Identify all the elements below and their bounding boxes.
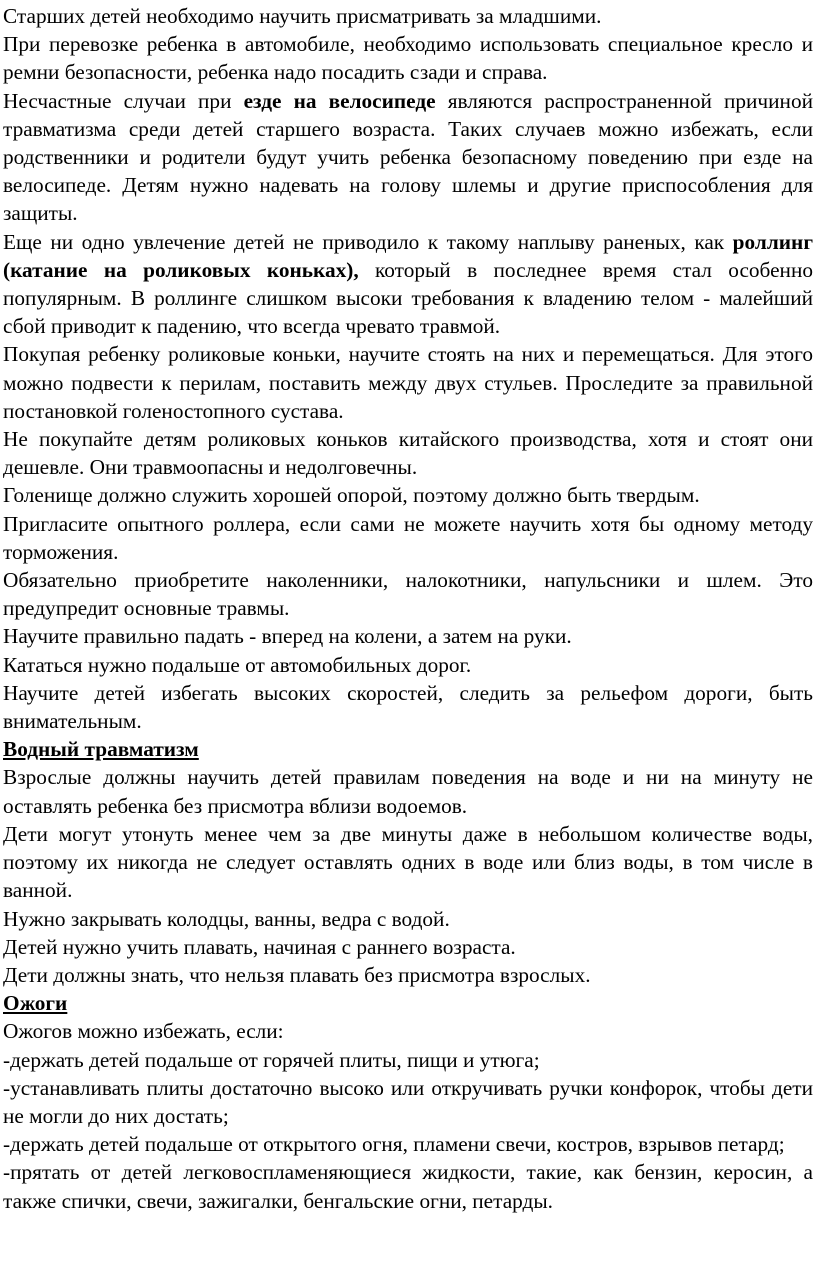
list-item: -прятать от детей легковоспламеняющиеся жидкости, такие, как бензин, керосин, а также спички, свечи, зажигалки, бенгальские огни, петарды.	[3, 1160, 813, 1213]
paragraph-learn-swim: Детей нужно учить плавать, начиная с раннего возраста.	[3, 934, 516, 959]
paragraph-supervision: Дети должны знать, что нельзя плавать без присмотра взрослых.	[3, 962, 591, 987]
paragraph-avoid-speed: Научите детей избегать высоких скоростей, следить за рельефом дороги, быть внимательным.	[3, 680, 813, 734]
paragraph-older-children: Старших детей необходимо научить присматривать за младшими.	[3, 4, 602, 28]
paragraph-away-from-roads: Кататься нужно подальше от автомобильных дорог.	[3, 652, 472, 677]
bicycle-text-end: являются распространенной причиной травматизма среди детей старшего возраста. Таких случаев можно избежать, если родственники и родители будут учить ребенка безопасному поведению при езде на велосипеде. Детям нужно надевать на голову шлемы и другие приспособления для защиты.	[3, 88, 813, 226]
paragraph-rolling	[3, 228, 813, 341]
paragraph-car-seat: При перевозке ребенка в автомобиле, необходимо использовать специальное кресло и ремни безопасности, ребенка надо посадить сзади и справа.	[3, 32, 813, 85]
list-item: -устанавливать плиты достаточно высоко или откручивать ручки конфорок, чтобы дети не могли до них достать;	[3, 1075, 813, 1128]
rolling-bold-term: роллинг (катание на роликовых коньках),	[3, 229, 813, 282]
paragraph-bicycle	[3, 87, 813, 228]
heading-burns: Ожоги	[3, 991, 68, 1016]
bicycle-text-start: Несчастные случаи при	[3, 88, 244, 113]
rolling-text-end: который в последнее время стал особенно популярным. В роллинге слишком высоки требования к владению телом - малейший сбой приводит к падению, что всегда чревато травмой.	[3, 257, 813, 339]
paragraph-burns-intro: Ожогов можно избежать, если:	[3, 1019, 284, 1044]
paragraph-water-rules: Взрослые должны научить детей правилам поведения на воде и ни на минуту не оставлять ребенка без присмотра вблизи водоемов.	[3, 765, 813, 818]
heading-water-injuries: Водный травматизм	[3, 737, 199, 762]
rolling-text-start: Еще ни одно увлечение детей не приводило к такому наплыву раненых, как	[3, 229, 733, 254]
paragraph-chinese-skates: Не покупайте детям роликовых коньков китайского производства, хотя и стоят они дешевле. Они травмоопасны и недолговечны.	[3, 427, 813, 480]
paragraph-drowning: Дети могут утонуть менее чем за две минуты даже в небольшом количестве воды, поэтому их никогда не следует оставлять одних в воде или близ воды, в том числе в ванной.	[3, 821, 813, 903]
paragraph-close-wells: Нужно закрывать колодцы, ванны, ведра с водой.	[3, 906, 450, 931]
paragraph-protection-gear: Обязательно приобретите наколенники, налокотники, напульсники и шлем. Это предупредит основные травмы.	[3, 568, 813, 621]
list-item: -держать детей подальше от открытого огня, пламени свечи, костров, взрывов петард;	[3, 1132, 785, 1157]
paragraph-boot-support: Голенище должно служить хорошей опорой, поэтому должно быть твердым.	[3, 483, 700, 508]
list-item: -держать детей подальше от горячей плиты, пищи и утюга;	[3, 1047, 540, 1072]
paragraph-experienced-roller: Пригласите опытного роллера, если сами не можете научить хотя бы одному методу торможения.	[3, 511, 813, 564]
paragraph-buying-skates: Покупая ребенку роликовые коньки, научите стоять на них и перемещаться. Для этого можно подвести к перилам, поставить между двух стульев. Проследите за правильной постановкой голеностопного сустава.	[3, 342, 813, 423]
bicycle-bold-term: езде на велосипеде	[243, 88, 436, 113]
paragraph-how-to-fall: Научите правильно падать - вперед на колени, а затем на руки.	[3, 624, 572, 649]
